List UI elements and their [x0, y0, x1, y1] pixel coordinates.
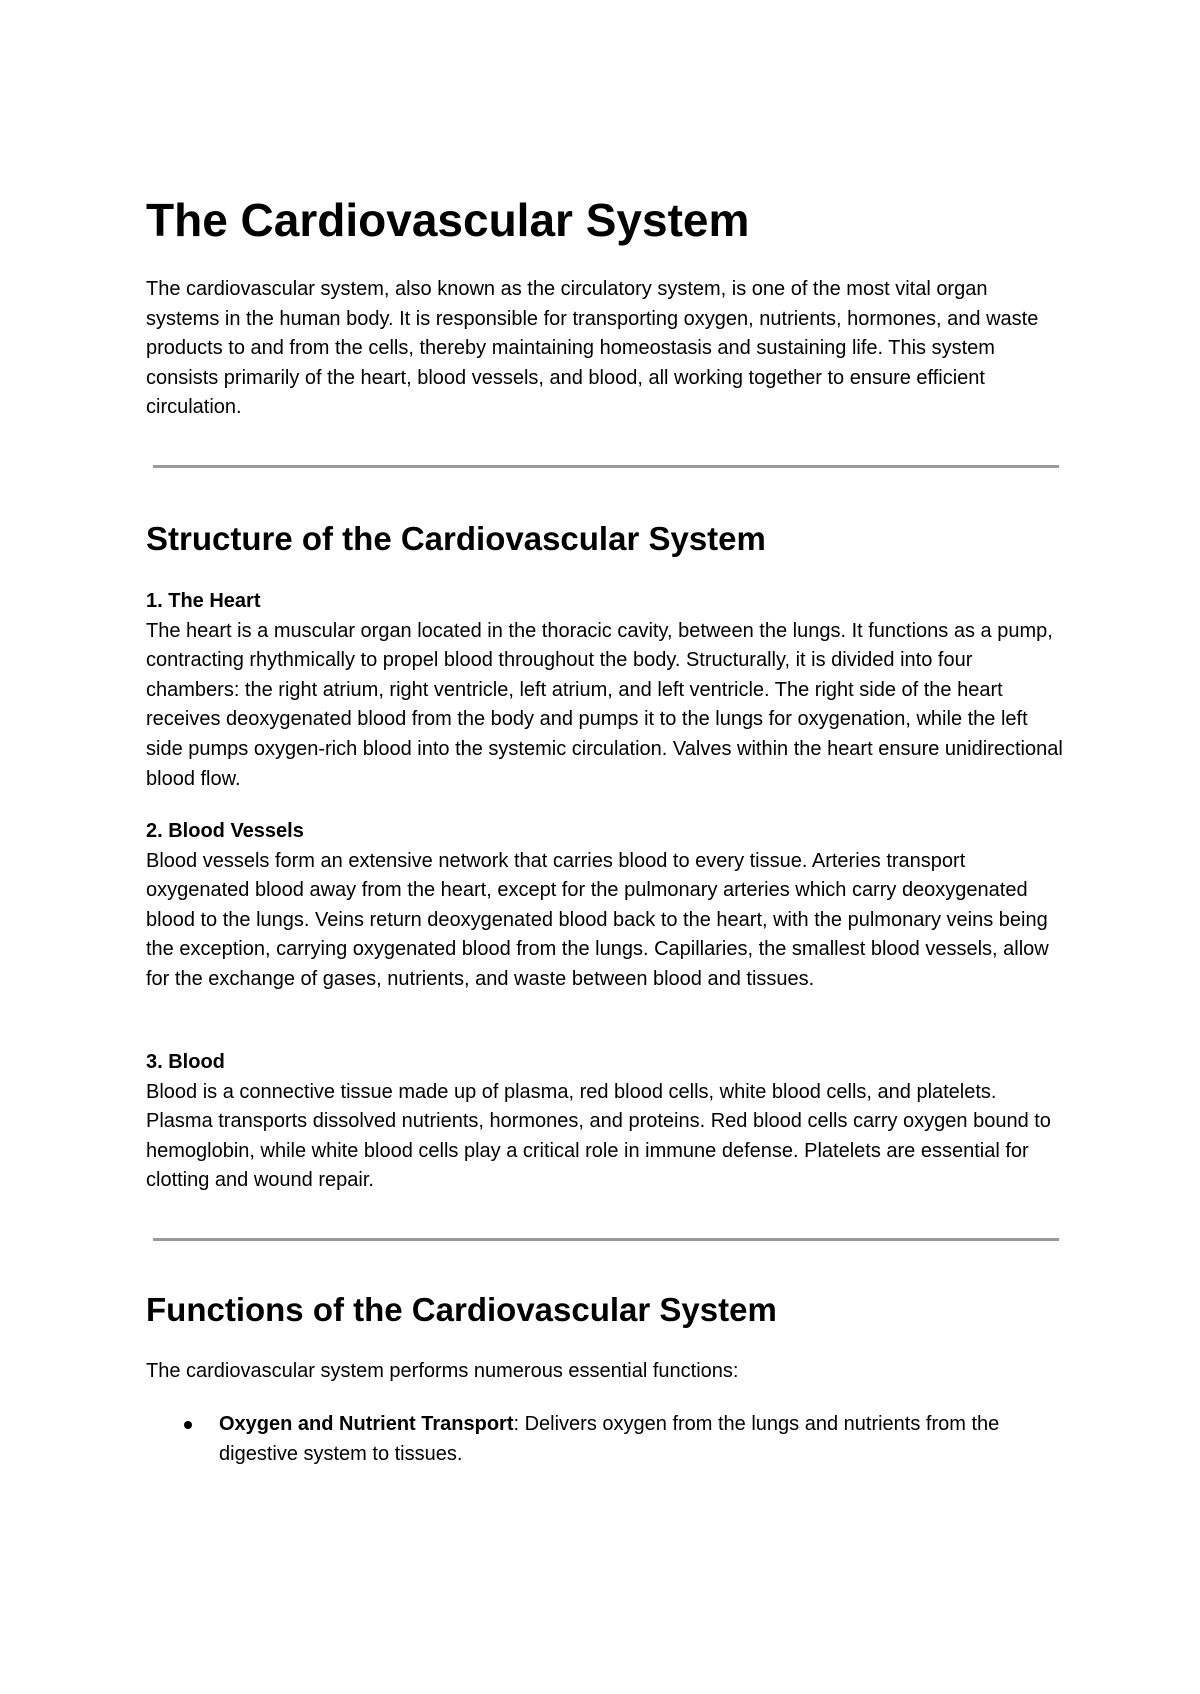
list-item	[146, 1410, 1064, 1469]
functions-list	[146, 1410, 1064, 1469]
functions-heading: Functions of the Cardiovascular System	[146, 1291, 777, 1328]
bullet-icon	[184, 1421, 192, 1429]
blood-subsection	[146, 1048, 1064, 1196]
heart-subsection	[146, 587, 1064, 794]
section-divider	[153, 1238, 1059, 1241]
heart-paragraph: The heart is a muscular organ located in the thoracic cavity, between the lungs. It functions as a pump, contracting rhythmically to propel blood throughout the body. Structurally, it is divided into four chambers: the right atrium, right ventricle, left atrium, and left ventricle. The right side of the heart receives deoxygenated blood from the body and pumps it to the lungs for oxygenation, while the left side pumps oxygen-rich blood into the systemic circulation. Valves within the heart ensure unidirectional blood flow.	[146, 619, 1063, 790]
section-divider	[153, 465, 1059, 468]
blood-vessels-subsection	[146, 817, 1064, 995]
list-item-text: : Delivers oxygen from the lungs and nutrients from the digestive system to tissues.	[219, 1413, 1000, 1465]
document-title: The Cardiovascular System	[146, 194, 750, 246]
blood-paragraph: Blood is a connective tissue made up of plasma, red blood cells, white blood cells, and platelets. Plasma transports dissolved nutrients, hormones, and proteins. Red blood cells carry oxygen bound to hemoglobin, while white blood cells play a critical role in immune defense. Platelets are essential for clotting and wound repair.	[146, 1080, 1051, 1192]
heart-subheading: 1. The Heart	[146, 590, 261, 612]
structure-heading: Structure of the Cardiovascular System	[146, 520, 766, 557]
list-item-title: Oxygen and Nutrient Transport	[219, 1413, 514, 1435]
blood-vessels-subheading: 2. Blood Vessels	[146, 820, 304, 842]
functions-intro: The cardiovascular system performs numerous essential functions:	[146, 1360, 739, 1382]
blood-vessels-paragraph: Blood vessels form an extensive network that carries blood to every tissue. Arteries transport oxygenated blood away from the heart, except for the pulmonary arteries which carry deoxygenated blood to the lungs. Veins return deoxygenated blood back to the heart, with the pulmonary veins being the exception, carrying oxygenated blood from the lungs. Capillaries, the smallest blood vessels, allow for the exchange of gases, nutrients, and waste between blood and tissues.	[146, 849, 1049, 990]
intro-paragraph: The cardiovascular system, also known as the circulatory system, is one of the most vital organ systems in the human body. It is responsible for transporting oxygen, nutrients, hormones, and waste products to and from the cells, thereby maintaining homeostasis and sustaining life. This system consists primarily of the heart, blood vessels, and blood, all working together to ensure efficient circulation.	[146, 278, 1039, 419]
blood-subheading: 3. Blood	[146, 1051, 225, 1073]
